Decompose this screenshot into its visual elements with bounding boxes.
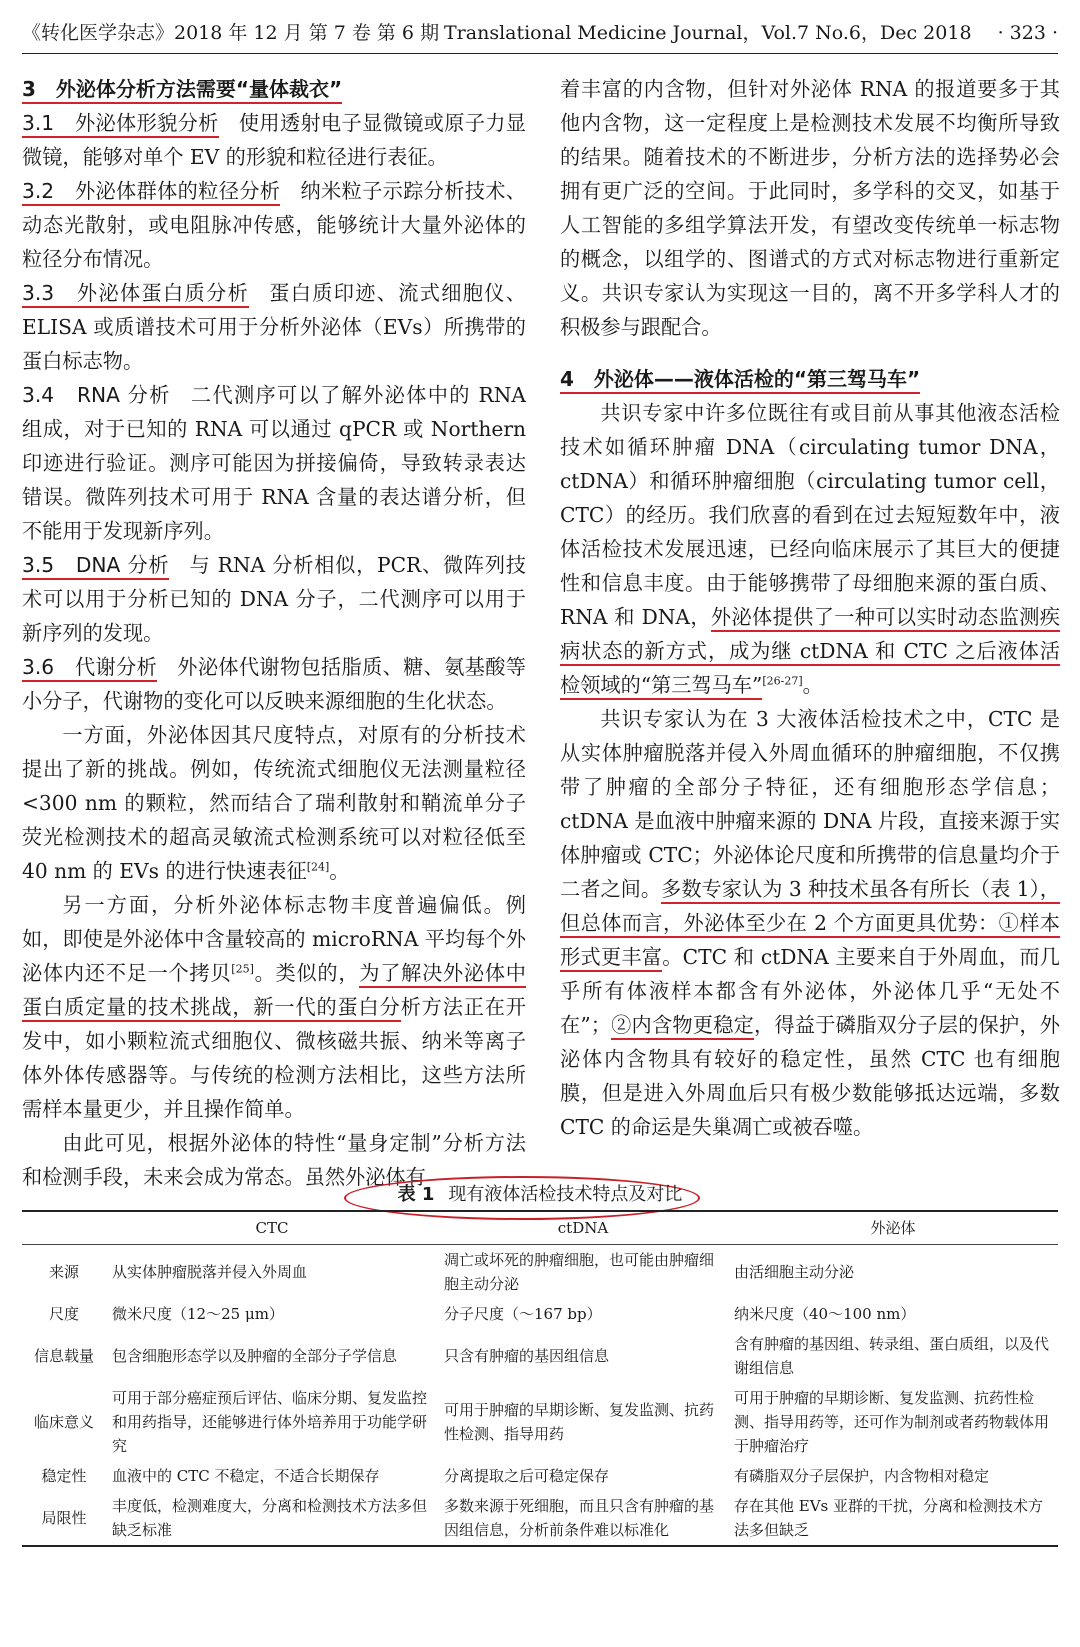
table-title: 现有液体活检技术特点及对比	[448, 1184, 683, 1205]
subsection-3-2-label: 3.2 外泌体群体的粒径分析	[22, 179, 280, 206]
paragraph-comparison	[560, 702, 1060, 1144]
table-row	[22, 1299, 1058, 1329]
table-caption	[22, 1181, 1058, 1209]
subsection-3-5-text: 与 RNA 分析相似，PCR、微阵列技术可以用于分析已知的 DNA 分子，二代测序可以用于新序列的发现。	[22, 553, 526, 645]
table-cell: 存在其他 EVs 亚群的干扰，分离和检测技术方法多但缺乏	[728, 1491, 1058, 1546]
left-column	[22, 72, 526, 1194]
page-number: · 323 ·	[997, 22, 1058, 44]
subsection-3-3-label: 3.3 外泌体蛋白质分析	[22, 281, 249, 308]
table-cell: 纳米尺度（40～100 nm）	[734, 1305, 916, 1323]
subsection-3-4-label: 3.4 RNA 分析	[22, 383, 171, 407]
table-cell: 含有肿瘤的基因组、转录组、蛋白质组，以及代谢组信息	[734, 1335, 1050, 1377]
subsection-3-3	[22, 276, 526, 378]
section-gap	[560, 344, 1060, 362]
paragraph-comparison-text-a: 共识专家认为在 3 大液体活检技术之中，CTC 是从实体肿瘤脱落并侵入外周血循环的肿瘤细胞，不仅携带了肿瘤的全部分子特征，还有细胞形态学信息；ctDNA 是血液中肿瘤来源的 DNA 片段，直接来源于实体肿瘤或 CTC；外泌体论尺度和所携带的信息量均介于二者之间。	[560, 707, 1060, 901]
subsection-3-1-text: 使用透射电子显微镜或原子力显微镜，能够对单个 EV 的形貌和粒径进行表征。	[22, 111, 526, 169]
table-row	[22, 1491, 1058, 1546]
section-3-title: 3 外泌体分析方法需要“量体裁衣”	[22, 77, 342, 104]
table-header-cell: CTC	[106, 1211, 438, 1245]
table-cell: 可用于肿瘤的早期诊断、复发监测、抗药性检测、指导用药等，还可作为制剂或者药物载体用于肿瘤治疗	[734, 1389, 1050, 1455]
table-cell: 可用于部分癌症预后评估、临床分期、复发监控和用药指导，还能够进行体外培养用于功能学研究	[112, 1389, 428, 1455]
subsection-3-6-label: 3.6 代谢分析	[22, 655, 157, 682]
table-cell: 凋亡或坏死的肿瘤细胞，也可能由肿瘤细胞主动分泌	[444, 1251, 715, 1293]
highlight-advantages: 多数专家认为 3 种技术虽各有所长（表 1），但总体而言，外泌体至少在 2 个方面更具优势：①样本形式更丰富	[560, 877, 1060, 972]
journal-name-english: Translational Medicine Journal，Vol.7 No.6，Dec 2018	[444, 22, 972, 44]
paragraph-flow-cytometry-text: 一方面，外泌体因其尺度特点，对原有的分析技术提出了新的挑战。例如，传统流式细胞仪无法测量粒径<300 nm 的颗粒，然而结合了瑞利散射和鞘流单分子荧光检测技术的超高灵敏流式检测系统可以对粒径低至 40 nm 的 EVs 的进行快速表征	[22, 723, 526, 883]
subsection-3-5-label: 3.5 DNA 分析	[22, 553, 169, 580]
paragraph-continued: 着丰富的内含物，但针对外泌体 RNA 的报道要多于其他内含物，这一定程度上是检测技术发展不均衡所导致的结果。随着技术的不断进步，分析方法的选择势必会拥有更广泛的空间。于此同时，多学科的交叉，如基于人工智能的多组学算法开发，有望改变传统单一标志物的概念，以组学的、图谱式的方式对标志物进行重新定义。共识专家认为实现这一目的，离不开多学科人才的积极参与跟配合。	[560, 77, 1060, 339]
table-cell: 只含有肿瘤的基因组信息	[444, 1347, 610, 1365]
table-cell: 分离提取之后可稳定保存	[444, 1467, 610, 1485]
row-header: 信息载量	[33, 1347, 94, 1365]
row-header: 来源	[48, 1263, 79, 1281]
table-row	[22, 1383, 1058, 1461]
table-cell: 微米尺度（12～25 μm）	[112, 1305, 284, 1323]
header-rule	[22, 53, 1058, 54]
subsection-3-3-text: 蛋白质印迹、流式细胞仪、ELISA 或质谱技术可用于分析外泌体（EVs）所携带的蛋白标志物。	[22, 281, 526, 373]
paragraph-liquid-biopsy-end: 。	[802, 673, 823, 697]
table-cell: 从实体肿瘤脱落并侵入外周血	[112, 1263, 308, 1281]
subsection-3-4	[22, 378, 526, 548]
table-row	[22, 1461, 1058, 1491]
paragraph-low-abundance-text-b: 。类似的，	[253, 961, 360, 985]
table-header-cell	[22, 1211, 106, 1245]
table-cell: 由活细胞主动分泌	[734, 1263, 855, 1281]
table-cell: 可用于肿瘤的早期诊断、复发监测、抗药性检测、指导用药	[444, 1401, 715, 1443]
highlight-third-carriage: 外泌体提供了一种可以实时动态监测疾病状态的新方式，成为继 ctDNA 和 CTC 之后液体活检领域的“第三驾马车”	[560, 605, 1060, 700]
subsection-3-5	[22, 548, 526, 650]
paragraph-tailored-methods: 由此可见，根据外泌体的特性“量身定制”分析方法和检测手段，未来会成为常态。虽然外泌体有	[22, 1131, 526, 1189]
section-4-title: 4 外泌体——液体活检的“第三驾马车”	[560, 367, 920, 394]
comparison-table	[22, 1210, 1058, 1547]
paragraph-comparison-text-c: ，得益于磷脂双分子层的保护，外泌体内含物具有较好的稳定性，虽然 CTC 也有细胞膜，但是进入外周血后只有极少数能够抵达远端，多数 CTC 的命运是失巢凋亡或被吞噬。	[560, 1013, 1060, 1139]
table-header-cell: ctDNA	[438, 1211, 728, 1245]
table-cell: 分子尺度（～167 bp）	[444, 1305, 602, 1323]
highlight-protein-quantification: 为了解决外泌体中蛋白质定量的技术挑战，新一代的蛋白分	[22, 961, 526, 1022]
subsection-3-2	[22, 174, 526, 276]
table-cell: 丰度低，检测难度大，分离和检测技术方法多但缺乏标准	[106, 1491, 438, 1546]
citation-26-27: [26-27]	[762, 674, 803, 688]
citation-24: [24]	[306, 860, 330, 874]
row-header: 稳定性	[41, 1467, 87, 1485]
table-label: 表 1	[397, 1184, 435, 1205]
paragraph-low-abundance-text-a: 另一方面，分析外泌体标志物丰度普遍偏低。例如，即使是外泌体中含量较高的 microRNA 平均每个外泌体内还不足一个拷贝	[22, 893, 526, 985]
row-header: 临床意义	[33, 1413, 94, 1431]
paragraph-comparison-text-b: 。CTC 和 ctDNA 主要来自于外周血，而几乎所有体液样本都含有外泌体，外泌体几乎“无处不在”；	[560, 945, 1060, 1037]
subsection-3-6	[22, 650, 526, 718]
section-3-heading	[22, 72, 526, 106]
subsection-3-1-label: 3.1 外泌体形貌分析	[22, 111, 219, 138]
table-row	[22, 1245, 1058, 1300]
paragraph-liquid-biopsy	[560, 396, 1060, 702]
right-column	[560, 72, 1060, 1144]
row-header: 局限性	[22, 1491, 106, 1546]
table-row	[22, 1329, 1058, 1383]
paragraph-low-abundance-text-c: 析方法正在开发中，如小颗粒流式细胞仪、微核磁共振、纳米等离子体外体传感器等。与传统的检测方法相比，这些方法所需样本量更少，并且操作简单。	[22, 995, 526, 1121]
table-header-cell: 外泌体	[728, 1211, 1058, 1245]
running-head	[22, 18, 1058, 52]
table-cell: 有磷脂双分子层保护，内含物相对稳定	[734, 1467, 990, 1485]
subsection-3-2-text: 纳米粒子示踪分析技术、动态光散射，或电阻脉冲传感，能够统计大量外泌体的粒径分布情况。	[22, 179, 526, 271]
paragraph-liquid-biopsy-text: 共识专家中许多位既往有或目前从事其他液态活检技术如循环肿瘤 DNA（circulating tumor DNA，ctDNA）和循环肿瘤细胞（circulating tumor cell，CTC）的经历。我们欣喜的看到在过去短短数年中，液体活检技术发展迅速，已经向临床展示了其巨大的便捷性和信息丰度。由于能够携带了母细胞来源的蛋白质、RNA 和 DNA，	[560, 401, 1060, 629]
table-header-row	[22, 1211, 1058, 1245]
paragraph-flow-cytometry	[22, 718, 526, 888]
subsection-3-4-text: 二代测序可以了解外泌体中的 RNA 组成，对于已知的 RNA 可以通过 qPCR 或 Northern 印迹进行验证。测序可能因为拼接偏倚，导致转录表达错误。微阵列技术可用于 RNA 含量的表达谱分析，但不能用于发现新序列。	[22, 383, 526, 543]
table-cell: 包含细胞形态学以及肿瘤的全部分子学信息	[112, 1347, 398, 1365]
table-cell: 多数来源于死细胞，而且只含有肿瘤的基因组信息，分析前条件难以标准化	[438, 1491, 728, 1546]
subsection-3-6-text: 外泌体代谢物包括脂质、糖、氨基酸等小分子，代谢物的变化可以反映来源细胞的生化状态。	[22, 655, 526, 713]
highlight-stable-contents: ②内含物更稳定	[611, 1013, 754, 1040]
journal-name-chinese: 《转化医学杂志》2018 年 12 月 第 7 卷 第 6 期	[22, 22, 440, 44]
citation-25: [25]	[231, 962, 254, 976]
table-cell: 血液中的 CTC 不稳定，不适合长期保存	[112, 1467, 380, 1485]
paragraph-flow-cytometry-end: 。	[329, 859, 350, 883]
subsection-3-1	[22, 106, 526, 174]
paragraph-low-abundance	[22, 888, 526, 1126]
row-header: 尺度	[48, 1305, 79, 1323]
section-4-heading	[560, 362, 1060, 396]
